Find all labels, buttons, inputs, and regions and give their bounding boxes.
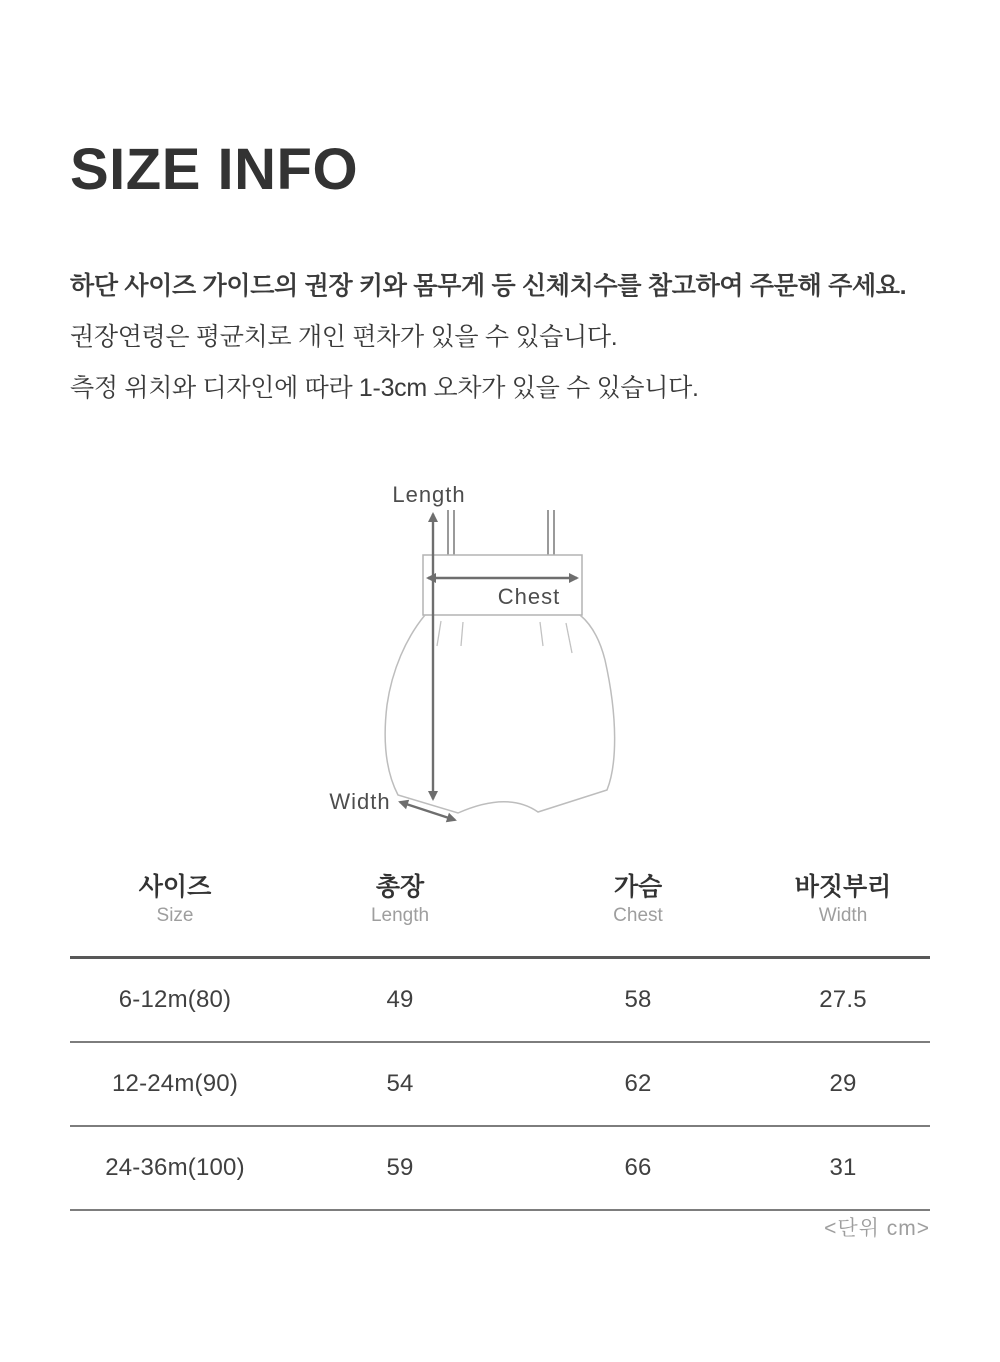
cell-length: 54 (280, 1042, 520, 1126)
intro-line-3: 측정 위치와 디자인에 따라 1-3cm 오차가 있을 수 있습니다. (70, 374, 699, 402)
cell-chest: 66 (520, 1126, 756, 1210)
page-title: SIZE INFO (70, 137, 359, 202)
col-header-length: 총장 Length (280, 865, 520, 958)
cell-width: 27.5 (756, 958, 930, 1043)
cell-width: 29 (756, 1042, 930, 1126)
table-row (70, 1042, 930, 1126)
col-header-size: 사이즈 Size (70, 865, 280, 958)
unit-note: <단위 cm> (824, 1217, 930, 1240)
cell-length: 59 (280, 1126, 520, 1210)
strap-lines (448, 510, 554, 555)
table-row (70, 1126, 930, 1210)
bloomer-outline (385, 615, 614, 813)
intro-line-1: 하단 사이즈 가이드의 권장 키와 몸무게 등 신체치수를 참고하여 주문해 주세요. (70, 272, 907, 300)
cell-chest: 58 (520, 958, 756, 1043)
intro-text (70, 261, 906, 414)
cell-width: 31 (756, 1126, 930, 1210)
cell-chest: 62 (520, 1042, 756, 1126)
col-header-chest: 가슴 Chest (520, 865, 756, 958)
cell-size: 6-12m(80) (70, 958, 280, 1043)
size-table-header-row (70, 865, 930, 958)
cell-size: 24-36m(100) (70, 1126, 280, 1210)
width-arrow (400, 802, 455, 820)
chest-label: Chest (497, 584, 561, 609)
pleat-lines (437, 621, 572, 653)
length-label: Length (392, 482, 466, 507)
size-table (70, 865, 930, 1211)
table-row (70, 958, 930, 1043)
cell-size: 12-24m(90) (70, 1042, 280, 1126)
garment-measurement-diagram (300, 470, 700, 860)
width-label: Width (329, 789, 391, 814)
garment-diagram-svg (300, 470, 700, 860)
col-header-width: 바짓부리 Width (756, 865, 930, 958)
intro-line-2: 권장연령은 평균치로 개인 편차가 있을 수 있습니다. (70, 323, 618, 351)
cell-length: 49 (280, 958, 520, 1043)
